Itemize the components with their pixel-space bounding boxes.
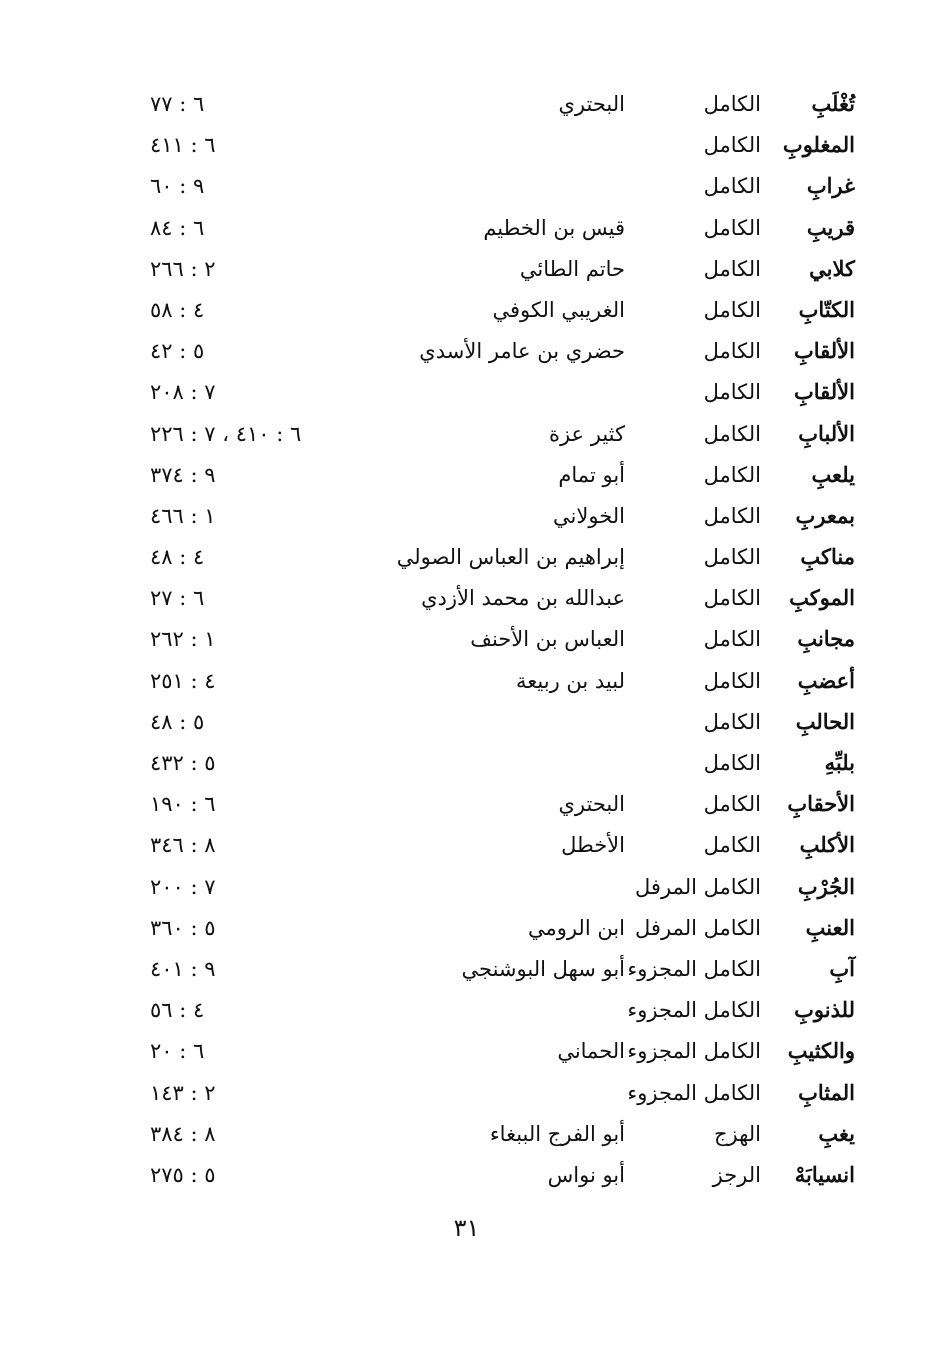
poet-name: العباس بن الأحنف: [470, 627, 625, 652]
poet-name: البحتري: [558, 792, 625, 817]
reference: ٤ : ٥٨: [150, 297, 205, 322]
poet-name: الأخطل: [561, 833, 625, 858]
poet-name: كثير عزة: [548, 421, 625, 446]
reference: ٢ : ١٤٣: [150, 1080, 216, 1105]
table-row: [0, 908, 933, 949]
table-row: [0, 1073, 933, 1114]
reference: ٩ : ٣٧٤: [150, 462, 216, 487]
poet-name: حاتم الطائي: [519, 256, 625, 281]
meter-name: الكامل المرفل: [635, 915, 761, 940]
table-row: [0, 166, 933, 207]
table-row: [0, 825, 933, 866]
table-row: [0, 496, 933, 537]
reference: ٤ : ٥٦: [150, 998, 205, 1023]
meter-name: الكامل: [703, 462, 761, 487]
poet-name: أبو سهل البوشنجي: [461, 956, 625, 981]
rhyme-word: الموكبِ: [789, 585, 855, 611]
rhyme-word: والكثيبِ: [787, 1038, 855, 1064]
table-row: [0, 1114, 933, 1155]
table-row: [0, 619, 933, 660]
reference: ٩ : ٦٠: [150, 174, 205, 199]
reference: ٦ : ٤١١: [150, 133, 216, 158]
table-row: [0, 743, 933, 784]
reference: ٦ : ٨٤: [150, 215, 205, 240]
rhyme-word: العنبِ: [805, 914, 855, 940]
table-row: [0, 949, 933, 990]
poet-name: قيس بن الخطيم: [483, 215, 625, 240]
table-row: [0, 784, 933, 825]
table-row: [0, 578, 933, 619]
reference: ٩ : ٤٠١: [150, 956, 216, 981]
table-row: [0, 1155, 933, 1196]
meter-name: الكامل المرفل: [635, 874, 761, 899]
reference: ٦ : ٤١٠ ، ٧ : ٢٢٦: [150, 421, 302, 446]
meter-name: الكامل: [703, 256, 761, 281]
table-row: [0, 1031, 933, 1072]
poet-name: ابن الرومي: [527, 915, 625, 940]
rhyme-word: الألقابِ: [793, 338, 855, 364]
table-row: [0, 867, 933, 908]
rhyme-word: انسيابَهْ: [794, 1161, 855, 1187]
reference: ٥ : ٤٨: [150, 709, 205, 734]
reference: ٦ : ١٩٠: [150, 792, 216, 817]
poet-name: عبدالله بن محمد الأزدي: [421, 586, 625, 611]
table-row: [0, 331, 933, 372]
meter-name: الكامل المجزوء: [627, 998, 761, 1023]
reference: ٦ : ٧٧: [150, 92, 205, 116]
poet-name: الغريبي الكوفي: [492, 297, 625, 322]
reference: ٧ : ٢٠٨: [150, 380, 216, 405]
reference: ٦ : ٢٧: [150, 586, 205, 611]
reference: ٨ : ٣٨٤: [150, 1121, 216, 1146]
poet-name: أبو نواس: [547, 1162, 625, 1187]
table-row: [0, 84, 933, 125]
table-row: [0, 702, 933, 743]
reference: ١ : ٢٦٢: [150, 627, 216, 652]
rhyme-word: مجانبِ: [797, 626, 855, 652]
rhyme-word: بلبِّهِ: [824, 750, 855, 775]
meter-name: الكامل: [703, 545, 761, 570]
rhyme-word: الجُرْبِ: [797, 873, 855, 899]
poet-name: البحتري: [558, 92, 625, 116]
rhyme-word: قريبِ: [806, 214, 855, 240]
rhyme-word: آبِ: [829, 955, 855, 981]
meter-name: الكامل: [703, 709, 761, 734]
rhyme-word: تُغْلَبِ: [811, 91, 855, 116]
reference: ٥ : ٢٧٥: [150, 1162, 216, 1187]
rhyme-word: الحالبِ: [795, 708, 855, 734]
rhyme-word: غرابِ: [806, 173, 855, 199]
meter-name: الكامل: [703, 92, 761, 116]
table-row: [0, 372, 933, 413]
meter-name: الكامل: [703, 668, 761, 693]
meter-name: الرجز: [712, 1162, 761, 1187]
meter-name: الكامل المجزوء: [627, 1039, 761, 1064]
meter-name: الكامل: [703, 503, 761, 528]
reference: ٦ : ٢٠: [150, 1039, 205, 1064]
reference: ٤ : ٢٥١: [150, 668, 216, 693]
meter-name: الكامل المجزوء: [627, 1080, 761, 1105]
meter-name: الكامل: [703, 751, 761, 775]
table-row: [0, 125, 933, 166]
reference: ٨ : ٣٤٦: [150, 833, 216, 858]
meter-name: الكامل: [703, 833, 761, 858]
reference: ٢ : ٢٦٦: [150, 256, 216, 281]
rhyme-word: يلعبِ: [811, 461, 855, 487]
rhyme-word: الألبابِ: [798, 420, 855, 446]
poet-name: أبو تمام: [558, 462, 625, 487]
table-row: [0, 414, 933, 455]
meter-name: الكامل: [703, 627, 761, 652]
meter-name: الكامل: [703, 586, 761, 611]
meter-name: الكامل: [703, 297, 761, 322]
table-row: [0, 990, 933, 1031]
reference: ٤ : ٤٨: [150, 545, 205, 570]
poet-name: حضري بن عامر الأسدي: [419, 339, 625, 364]
rhyme-word: للذنوبِ: [794, 997, 855, 1023]
meter-name: الهزج: [713, 1121, 761, 1146]
meter-name: الكامل: [703, 380, 761, 405]
table-row: [0, 661, 933, 702]
rhyme-word: الأكلبِ: [799, 832, 855, 858]
rhyme-word: أعضبِ: [797, 667, 855, 693]
meter-name: الكامل: [703, 339, 761, 364]
meter-name: الكامل المجزوء: [627, 956, 761, 981]
rhyme-word: بمعربِ: [795, 502, 855, 528]
poet-name: الخولاني: [553, 503, 625, 528]
poet-name: أبو الفرج الببغاء: [489, 1121, 625, 1146]
meter-name: الكامل: [703, 133, 761, 158]
meter-name: الكامل: [703, 792, 761, 817]
poet-name: لبيد بن ربيعة: [516, 668, 625, 693]
reference: ٥ : ٣٦٠: [150, 915, 216, 940]
reference: ٥ : ٤٢: [150, 339, 205, 364]
reference: ١ : ٤٦٦: [150, 503, 216, 528]
poet-name: إبراهيم بن العباس الصولي: [396, 545, 625, 570]
rhyme-word: الأحقابِ: [787, 791, 855, 817]
table-row: [0, 537, 933, 578]
rhyme-index-table: [0, 84, 933, 1196]
rhyme-word: المثابِ: [798, 1079, 855, 1105]
meter-name: الكامل: [703, 421, 761, 446]
reference: ٥ : ٤٣٢: [150, 751, 216, 775]
poet-name: الحماني: [557, 1039, 625, 1064]
rhyme-word: كلابي: [809, 255, 855, 281]
rhyme-word: المغلوبِ: [782, 132, 855, 158]
rhyme-word: يغبِ: [818, 1120, 855, 1146]
table-row: [0, 208, 933, 249]
meter-name: الكامل: [703, 215, 761, 240]
reference: ٧ : ٢٠٠: [150, 874, 216, 899]
rhyme-word: الألقابِ: [793, 379, 855, 405]
table-row: [0, 249, 933, 290]
meter-name: الكامل: [703, 174, 761, 199]
rhyme-word: مناكبِ: [800, 544, 855, 570]
page-number: ٣١: [453, 1214, 480, 1242]
rhyme-word: الكتّابِ: [798, 296, 855, 322]
table-row: [0, 290, 933, 331]
table-row: [0, 455, 933, 496]
